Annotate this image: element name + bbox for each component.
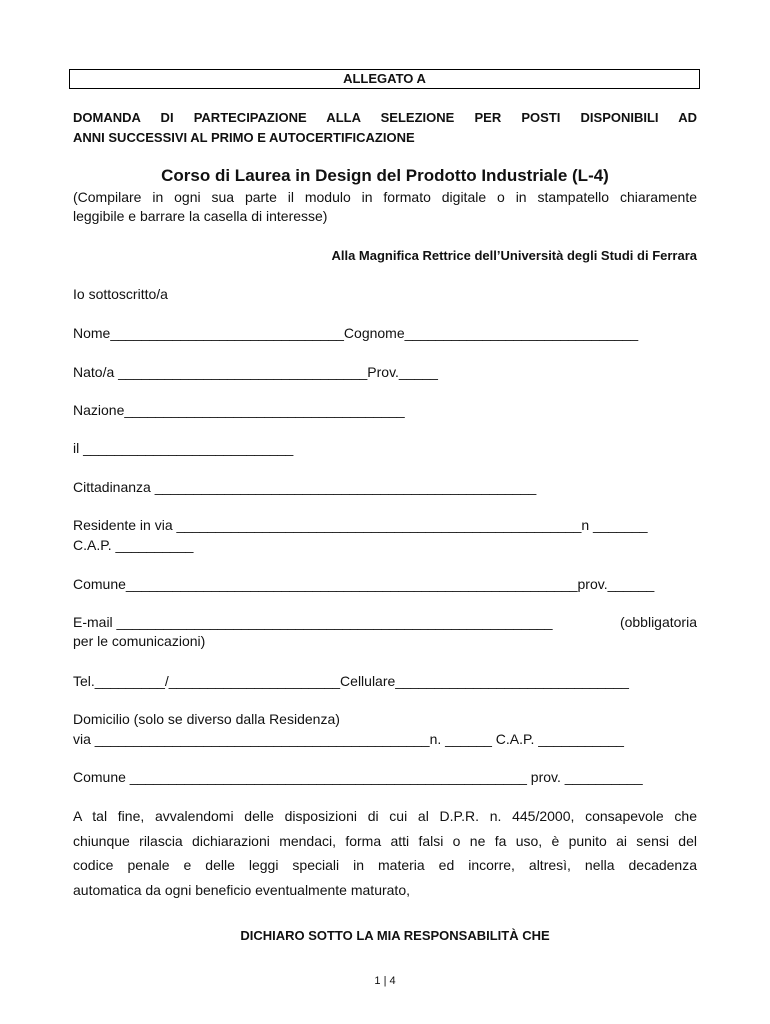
allegato-header-box — [69, 69, 700, 89]
residente-field[interactable]: Residente in via ____________________________________________________n _______ — [73, 517, 648, 533]
instructions-line-2: leggibile e barrare la casella di interesse) — [73, 208, 328, 224]
declaration-line-3: codice penale e delle leggi speciali in materia ed incorre, altresì, nella decadenza — [73, 857, 697, 873]
comune-prov-field[interactable]: Comune__________________________________________________________prov.______ — [73, 576, 655, 592]
nato-prov-field[interactable]: Nato/a ________________________________Prov._____ — [73, 364, 438, 380]
dichiaro-heading: DICHIARO SOTTO LA MIA RESPONSABILITÀ CHE — [240, 928, 550, 943]
via-cap-field[interactable]: via ___________________________________________n. ______ C.A.P. ___________ — [73, 731, 624, 747]
domicilio-label: Domicilio (solo se diverso dalla Residenza) — [73, 711, 340, 727]
domanda-line-1: DOMANDA DI PARTECIPAZIONE ALLA SELEZIONE PER POSTI DISPONIBILI AD — [73, 110, 697, 125]
cittadinanza-field[interactable]: Cittadinanza _________________________________________________ — [73, 479, 537, 495]
nome-cognome-field[interactable]: Nome______________________________Cognome______________________________ — [73, 325, 639, 341]
cap-field[interactable]: C.A.P. __________ — [73, 537, 194, 553]
page-number: 1 | 4 — [374, 975, 396, 987]
date-field[interactable]: il ___________________________ — [73, 440, 294, 456]
tel-cellulare-field[interactable]: Tel._________/______________________Cellulare______________________________ — [73, 673, 629, 689]
allegato-label: ALLEGATO A — [343, 71, 426, 86]
instructions-line-1: (Compilare in ogni sua parte il modulo in formato digitale o in stampatello chiaramente — [73, 189, 697, 205]
comune2-field[interactable]: Comune ___________________________________________________ prov. __________ — [73, 769, 643, 785]
declaration-line-4: automatica da ogni beneficio eventualmente maturato, — [73, 881, 410, 898]
email-field[interactable]: E-mail ________________________________________________________ — [73, 614, 553, 630]
sottoscritto-label: Io sottoscritto/a — [73, 286, 168, 302]
email-obbligatoria-note: (obbligatoria — [619, 614, 697, 630]
nazione-field[interactable]: Nazione____________________________________ — [73, 402, 405, 418]
declaration-line-2: chiunque rilascia dichiarazioni mendaci, forma atti falsi o ne fa uso, è punito ai sensi del — [73, 832, 697, 849]
domanda-line-2: ANNI SUCCESSIVI AL PRIMO E AUTOCERTIFICAZIONE — [73, 130, 415, 145]
declaration-paragraph — [73, 804, 697, 902]
email-note: per le comunicazioni) — [73, 633, 206, 649]
course-title: Corso di Laurea in Design del Prodotto Industriale (L-4) — [161, 166, 609, 185]
declaration-line-1: A tal fine, avvalendomi delle disposizioni di cui al D.P.R. n. 445/2000, consapevole che — [73, 808, 697, 824]
addressee: Alla Magnifica Rettrice dell’Università degli Studi di Ferrara — [331, 248, 697, 263]
